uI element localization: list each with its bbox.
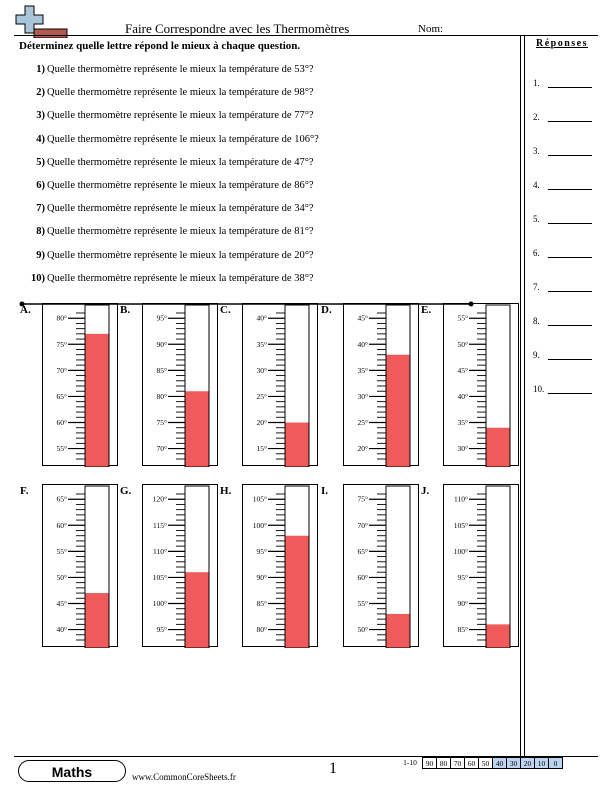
header-divider <box>14 35 598 36</box>
thermometer-card <box>42 484 118 647</box>
answer-number: 5. <box>533 214 540 224</box>
answer-line[interactable] <box>548 393 592 394</box>
answer-line[interactable] <box>548 257 592 258</box>
score-cell: 60 <box>464 757 479 769</box>
question-number: 2) <box>36 87 45 99</box>
question-number: 1) <box>36 64 45 75</box>
question-number: 6) <box>36 180 45 191</box>
tick-label: 70° <box>357 520 368 530</box>
tick-label: 95° <box>156 625 167 635</box>
thermometer-svg <box>444 304 520 467</box>
score-cell: 10 <box>534 757 549 769</box>
mercury-level <box>286 423 309 467</box>
question-text: Quelle thermomètre représente le mieux la température de 20°? <box>47 249 314 261</box>
thermometer-card <box>242 303 318 466</box>
question-number: 3) <box>36 110 45 122</box>
tick-label: 35° <box>256 339 267 349</box>
tick-label: 70° <box>56 365 67 375</box>
tick-label: 45° <box>56 599 67 608</box>
answer-line[interactable] <box>548 359 592 360</box>
thermometer-card <box>443 303 519 466</box>
mercury-level <box>186 391 209 466</box>
thermometer-card <box>343 484 419 647</box>
site-url: www.CommonCoreSheets.fr <box>132 772 236 782</box>
thermometer-card <box>242 484 318 647</box>
thermometer-svg <box>143 485 219 648</box>
tick-label: 115° <box>153 520 167 530</box>
tick-label: 75° <box>56 339 67 349</box>
tick-label: 60° <box>56 418 67 427</box>
question-item <box>19 134 319 145</box>
question-item <box>19 64 314 75</box>
mercury-level <box>86 593 109 647</box>
tick-label: 75° <box>357 494 368 504</box>
question-text: Quelle thermomètre représente le mieux la température de 106°? <box>47 133 319 145</box>
question-number: 5) <box>36 156 45 168</box>
tick-label: 20° <box>357 444 368 454</box>
question-item <box>19 273 314 284</box>
tick-label: 40° <box>357 339 368 349</box>
question-item <box>19 110 314 121</box>
thermometer-svg <box>43 304 119 467</box>
score-cell: 90 <box>422 757 437 769</box>
tick-label: 95° <box>256 546 267 556</box>
question-text: Quelle thermomètre représente le mieux la température de 47°? <box>47 156 314 168</box>
question-text: Quelle thermomètre représente le mieux la température de 86°? <box>47 180 314 191</box>
question-item <box>19 203 314 214</box>
answers-divider-2 <box>524 35 525 756</box>
tick-label: 50° <box>457 339 468 349</box>
tick-label: 85° <box>457 625 468 635</box>
tick-label: 55° <box>457 313 468 323</box>
answer-number: 6. <box>533 248 540 258</box>
thermometer-svg <box>344 304 420 467</box>
page-number: 1 <box>329 760 337 777</box>
question-number: 9) <box>36 249 45 261</box>
thermometer-letter: J. <box>421 485 430 497</box>
thermometer-svg <box>143 304 219 467</box>
answers-title: Réponses <box>535 38 588 49</box>
mercury-level <box>86 334 109 467</box>
thermometer-card <box>343 303 419 466</box>
question-item <box>19 250 314 261</box>
thermometer-letter: C. <box>220 304 231 316</box>
thermometer-card <box>443 484 519 647</box>
answer-number: 8. <box>533 316 540 326</box>
thermometer-letter: E. <box>421 304 432 316</box>
tick-label: 35° <box>357 365 368 375</box>
answer-number: 3. <box>533 146 540 156</box>
tick-label: 25° <box>256 391 267 401</box>
thermometer-svg <box>243 485 319 648</box>
name-field[interactable] <box>446 33 520 34</box>
tick-label: 120° <box>152 494 167 504</box>
question-number: 10) <box>31 272 45 284</box>
answer-field[interactable] <box>533 146 540 156</box>
answer-number: 9. <box>533 350 540 360</box>
answer-line[interactable] <box>548 189 592 190</box>
answer-field[interactable] <box>533 384 544 394</box>
tick-label: 75° <box>156 418 167 427</box>
tick-label: 90° <box>156 339 167 349</box>
tick-label: 105° <box>252 494 267 504</box>
tick-label: 95° <box>156 313 167 323</box>
answer-line[interactable] <box>548 155 592 156</box>
tick-label: 45° <box>457 365 468 375</box>
question-item <box>19 157 314 168</box>
mercury-level <box>487 428 510 467</box>
answer-number: 4. <box>533 180 540 190</box>
question-number: 8) <box>36 226 45 238</box>
subject-badge: Maths <box>18 760 126 782</box>
tick-label: 55° <box>357 599 368 608</box>
tick-label: 40° <box>457 391 468 401</box>
thermometer-letter: H. <box>220 485 232 497</box>
tick-label: 20° <box>256 418 267 427</box>
answer-field[interactable] <box>533 112 540 122</box>
answer-field[interactable] <box>533 316 540 326</box>
question-number: 7) <box>36 203 45 215</box>
tick-label: 80° <box>256 625 267 635</box>
answer-field[interactable] <box>533 350 540 360</box>
score-cell: 50 <box>478 757 493 769</box>
tick-label: 80° <box>156 391 167 401</box>
answer-field[interactable] <box>533 248 540 258</box>
question-number: 4) <box>36 133 45 145</box>
logo-icon <box>12 4 70 38</box>
thermometer-card <box>142 303 218 466</box>
tick-label: 55° <box>56 546 67 556</box>
score-cell: 70 <box>450 757 465 769</box>
mercury-level <box>487 624 510 647</box>
tick-label: 40° <box>56 625 67 635</box>
thermometer-tube <box>486 486 510 648</box>
score-cell: 20 <box>520 757 535 769</box>
tick-label: 90° <box>457 599 468 608</box>
question-item <box>19 87 314 98</box>
answer-number: 7. <box>533 282 540 292</box>
question-text: Quelle thermomètre représente le mieux la température de 34°? <box>47 203 314 215</box>
question-text: Quelle thermomètre représente le mieux la température de 77°? <box>47 110 314 122</box>
answer-field[interactable] <box>533 180 540 190</box>
mercury-level <box>186 572 209 647</box>
tick-label: 65° <box>56 494 67 504</box>
thermometer-letter: D. <box>321 304 332 316</box>
thermometer-letter: G. <box>120 485 132 497</box>
tick-label: 90° <box>256 572 267 582</box>
page-title: Faire Correspondre avec les Thermomètres <box>125 21 350 36</box>
mercury-level <box>286 536 309 648</box>
tick-label: 60° <box>357 572 368 582</box>
tick-label: 95° <box>457 572 468 582</box>
mercury-level <box>387 614 410 648</box>
question-text: Quelle thermomètre représente le mieux la température de 38°? <box>47 272 314 284</box>
tick-label: 105° <box>152 572 167 582</box>
tick-label: 100° <box>152 599 167 608</box>
tick-label: 60° <box>56 520 67 530</box>
thermometer-letter: B. <box>120 304 131 316</box>
score-cell: 0 <box>548 757 563 769</box>
tick-label: 15° <box>256 444 267 454</box>
tick-label: 100° <box>252 520 267 530</box>
thermometer-svg <box>43 485 119 648</box>
question-text: Quelle thermomètre représente le mieux la température de 98°? <box>47 87 314 99</box>
answer-field[interactable] <box>533 214 540 224</box>
thermometer-letter: A. <box>20 304 31 316</box>
tick-label: 30° <box>457 444 468 454</box>
answer-number: 10. <box>533 384 545 394</box>
thermometer-svg <box>444 485 520 648</box>
tick-label: 30° <box>357 391 368 401</box>
thermometer-card <box>142 484 218 647</box>
tick-label: 35° <box>457 418 468 427</box>
instructions: Déterminez quelle lettre répond le mieux à chaque question. <box>19 40 301 52</box>
tick-label: 70° <box>156 444 167 454</box>
tick-label: 80° <box>56 313 67 323</box>
tick-label: 50° <box>56 572 67 582</box>
answer-field[interactable] <box>533 78 540 88</box>
thermometer-letter: I. <box>321 485 329 497</box>
answer-number: 2. <box>533 112 540 122</box>
tick-label: 65° <box>357 546 368 556</box>
tick-label: 45° <box>357 313 368 323</box>
score-cell: 30 <box>506 757 521 769</box>
answer-field[interactable] <box>533 282 540 292</box>
tick-label: 110° <box>153 546 167 556</box>
score-table <box>397 757 563 769</box>
tick-label: 100° <box>453 546 468 556</box>
tick-label: 25° <box>357 418 368 427</box>
tick-label: 85° <box>256 599 267 608</box>
answer-line[interactable] <box>548 223 592 224</box>
thermometer-card <box>42 303 118 466</box>
score-label: 1-10 <box>403 758 417 767</box>
question-item <box>19 180 314 191</box>
question-text: Quelle thermomètre représente le mieux la température de 81°? <box>47 226 314 238</box>
thermometer-letter: F. <box>20 485 29 497</box>
tick-label: 85° <box>156 365 167 375</box>
answer-line[interactable] <box>548 325 592 326</box>
tick-label: 40° <box>256 313 267 323</box>
tick-label: 110° <box>454 494 468 504</box>
tick-label: 30° <box>256 365 267 375</box>
tick-label: 65° <box>56 391 67 401</box>
mercury-level <box>387 355 410 467</box>
answer-line[interactable] <box>548 291 592 292</box>
thermometer-svg <box>243 304 319 467</box>
tick-label: 55° <box>56 444 67 454</box>
score-cell: 40 <box>492 757 507 769</box>
section-divider <box>19 294 474 300</box>
score-cell: 80 <box>436 757 451 769</box>
question-item <box>19 226 314 237</box>
answer-number: 1. <box>533 78 540 88</box>
answers-divider <box>520 35 521 756</box>
tick-label: 105° <box>453 520 468 530</box>
answer-line[interactable] <box>548 87 592 88</box>
tick-label: 50° <box>357 625 368 635</box>
answer-line[interactable] <box>548 121 592 122</box>
thermometer-svg <box>344 485 420 648</box>
question-text: Quelle thermomètre représente le mieux la température de 53°? <box>47 64 314 75</box>
name-label: Nom: <box>418 23 444 35</box>
